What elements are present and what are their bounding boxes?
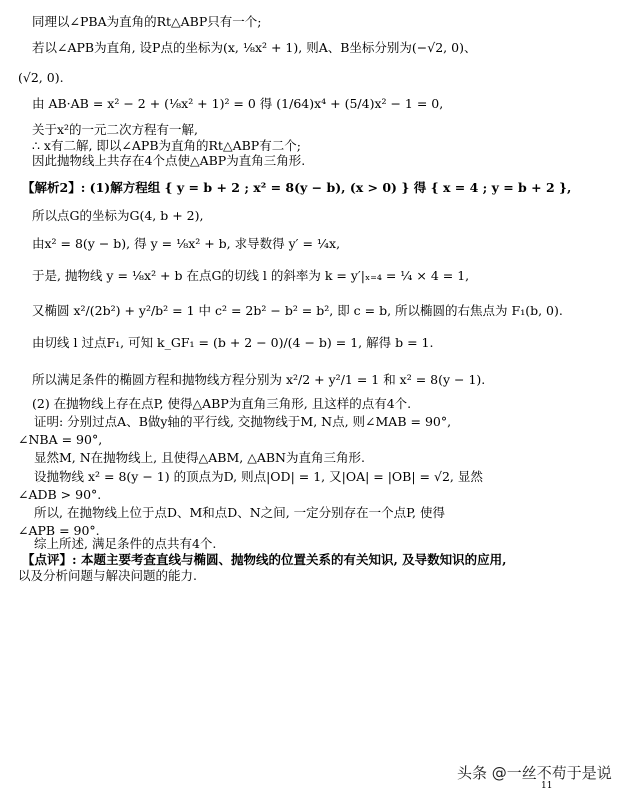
comment-heading: 【点评】: 本题主要考查直线与椭圆、抛物线的位置关系的有关知识, 及导数知识的应用, bbox=[22, 552, 507, 567]
text-line-23: 综上所述, 满足条件的点共有4个. bbox=[34, 536, 217, 551]
text-line-7: 因此抛物线上共存在4个点使△ABP为直角三角形. bbox=[32, 153, 306, 168]
text-line-13: 由切线 l 过点F₁, 可知 k_GF₁ = (b + 2 − 0)/(4 − b) = 1, 解得 b = 1. bbox=[32, 335, 434, 350]
text-line-10: 由x² = 8(y − b), 得 y = ⅛x² + b, 求导数得 y′ = ¼x, bbox=[32, 236, 341, 251]
text-line-14: 所以满足条件的椭圆方程和抛物线方程分别为 x²/2 + y²/1 = 1 和 x² = 8(y − 1). bbox=[32, 372, 486, 387]
text-line-15: (2) 在抛物线上存在点P, 使得△ABP为直角三角形, 且这样的点有4个. bbox=[32, 396, 412, 411]
text-line-25: 以及分析问题与解决问题的能力. bbox=[18, 568, 197, 583]
text-line-22: ∠APB = 90°. bbox=[18, 523, 100, 538]
text-line-20: ∠ADB > 90°. bbox=[18, 487, 102, 502]
text-line-17: ∠NBA = 90°, bbox=[18, 432, 103, 447]
page-number: 11 bbox=[541, 781, 553, 791]
text-line-2: 若以∠APB为直角, 设P点的坐标为(x, ⅛x² + 1), 则A、B坐标分别为(−√2, 0)、 bbox=[32, 40, 477, 55]
text-line-21: 所以, 在抛物线上位于点D、M和点D、N之间, 一定分别存在一个点P, 使得 bbox=[34, 505, 445, 520]
text-line-4: 由 AB·AB = x² − 2 + (⅛x² + 1)² = 0 得 (1/64)x⁴ + (5/4)x² − 1 = 0, bbox=[32, 96, 444, 111]
analysis-2-heading: 【解析2】: (1)解方程组 { y = b + 2 ; x² = 8(y − b), (x > 0) } 得 { x = 4 ; y = b + 2 }, bbox=[22, 180, 572, 195]
text-line-6: ∴ x有二解, 即以∠APB为直角的Rt△ABP有二个; bbox=[32, 138, 301, 153]
text-line-5: 关于x²的一元二次方程有一解, bbox=[32, 122, 199, 137]
watermark-text: 头条 @一丝不苟于是说 bbox=[457, 764, 612, 782]
text-line-16: 证明: 分别过点A、B做y轴的平行线, 交抛物线于M, N点, 则∠MAB = 90°, bbox=[34, 414, 452, 429]
text-line-12: 又椭圆 x²/(2b²) + y²/b² = 1 中 c² = 2b² − b² = b², 即 c = b, 所以椭圆的右焦点为 F₁(b, 0). bbox=[32, 303, 563, 318]
text-line-3: (√2, 0). bbox=[18, 70, 64, 85]
text-line-18: 显然M, N在抛物线上, 且使得△ABM, △ABN为直角三角形. bbox=[34, 450, 365, 465]
text-line-19: 设抛物线 x² = 8(y − 1) 的顶点为D, 则点|OD| = 1, 又|OA| = |OB| = √2, 显然 bbox=[34, 469, 483, 484]
text-line-11: 于是, 抛物线 y = ⅛x² + b 在点G的切线 l 的斜率为 k = y′|ₓ₌₄ = ¼ × 4 = 1, bbox=[32, 268, 470, 283]
text-line-1: 同理以∠PBA为直角的Rt△ABP只有一个; bbox=[32, 14, 262, 29]
text-line-9: 所以点G的坐标为G(4, b + 2), bbox=[32, 208, 204, 223]
